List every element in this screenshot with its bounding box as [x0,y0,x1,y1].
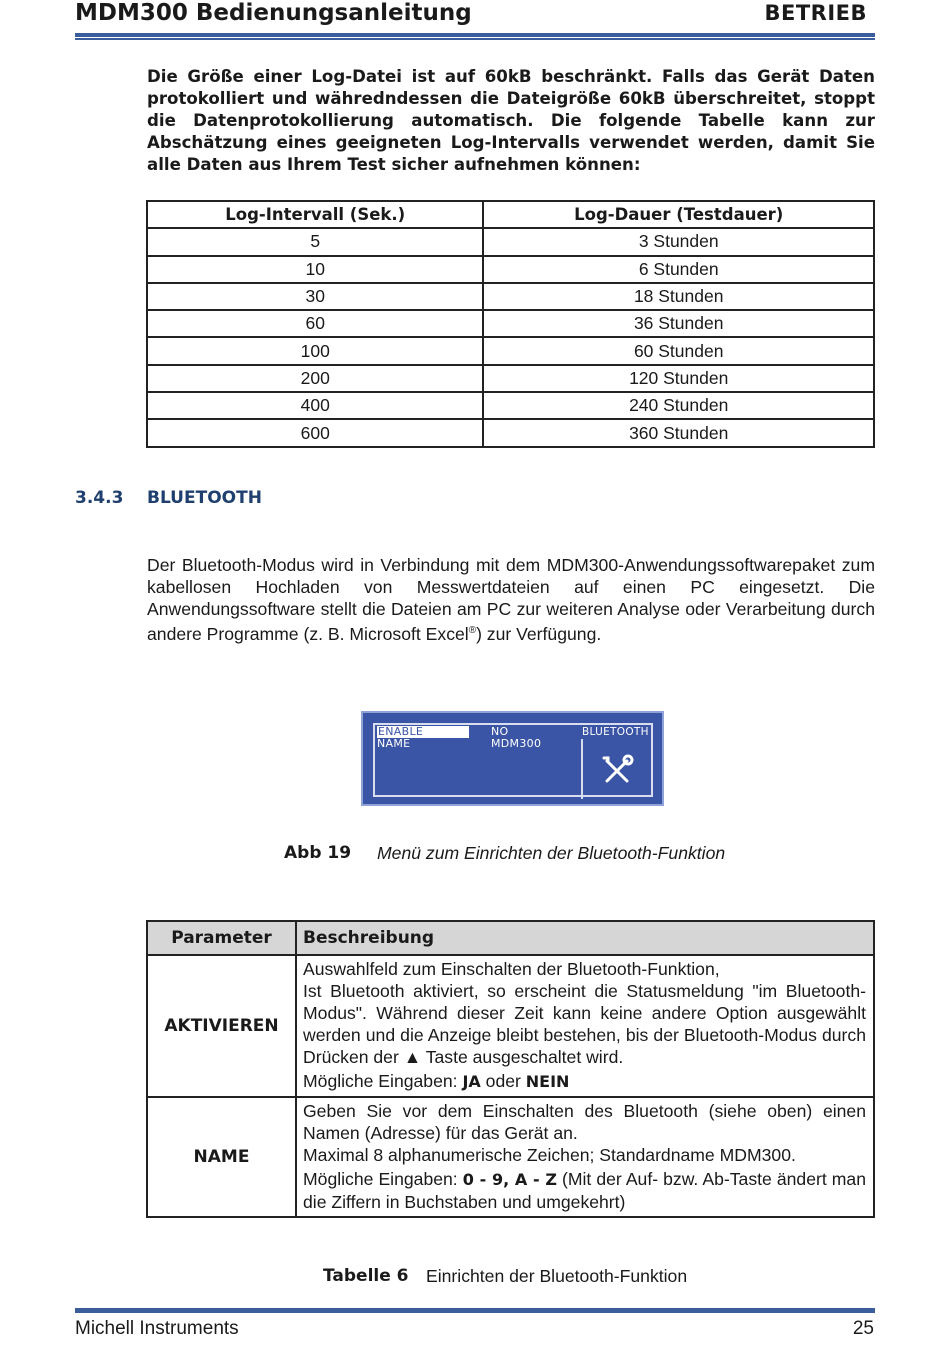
table-row [147,228,874,255]
enable-value: NO [491,725,509,738]
footer-rule [75,1308,875,1313]
parameter-description [296,955,874,1097]
input-yes: JA [462,1072,481,1091]
table-row [147,256,874,283]
screen-frame [373,723,653,797]
interval-cell: 400 [147,392,483,419]
table-row [147,955,874,1097]
duration-cell: 240 Stunden [483,392,874,419]
bluetooth-text-start: Der Bluetooth-Modus wird in Verbindung mit dem MDM300-Anwendungssoftwarepaket zum kabellosen Hochladen von Messwertdateien auf einen PC eingesetzt. Die Anwendungssoftware stellt die Dateien am PC zur weiteren Analyse oder Verarbeitung durch andere Programme (z. B. Microsoft Excel [147,555,875,644]
duration-cell: 60 Stunden [483,337,874,364]
inputs-prefix: Mögliche Eingaben: [303,1071,463,1091]
header-rule-thin [75,38,875,40]
page-header [75,0,875,40]
duration-cell: 360 Stunden [483,419,874,446]
input-range: 0 - 9, A - Z [462,1170,557,1189]
figure-caption: Menü zum Einrichten der Bluetooth-Funktion [377,843,726,863]
description-line: Maximal 8 alphanumerische Zeichen; Standardname MDM300. [303,1145,796,1165]
possible-inputs [303,1168,866,1213]
interval-cell: 5 [147,228,483,255]
inputs-mid: oder [480,1071,526,1091]
intro-paragraph: Die Größe einer Log-Datei ist auf 60kB beschränkt. Falls das Gerät Daten protokolliert und währedndessen die Dateigröße 60kB überschreitet, stoppt die Datenprotokollierung automatisch. Die folgende Tabelle kann zur Abschätzung eines geeigneten Log-Intervalls verwendet werden, damit Sie alle Daten aus Ihrem Test sicher aufnehmen können: [147,67,875,174]
description-line: Auswahlfeld zum Einschalten der Bluetooth-Funktion, [303,959,720,979]
table-row [147,337,874,364]
interval-cell: 600 [147,419,483,446]
menu-item-name: NAME [377,737,411,750]
table-header-row [147,201,874,228]
inputs-note: (Mit der Auf- bzw. Ab-Taste ändert man die Ziffern in Buchstaben und umgekehrt) [303,1169,866,1212]
table-number: Tabelle 6 [323,1266,409,1286]
duration-cell: 3 Stunden [483,228,874,255]
table-row [147,1097,874,1217]
bluetooth-paragraph [147,554,875,645]
parameter-description [296,1097,874,1217]
table-row [147,392,874,419]
footer-company: Michell Instruments [75,1318,239,1339]
table-row [147,419,874,446]
interval-cell: 100 [147,337,483,364]
registered-mark: ® [468,625,477,636]
duration-cell: 36 Stunden [483,310,874,337]
input-no: NEIN [525,1072,570,1091]
chapter-label: BETRIEB [764,1,867,25]
section-title: BLUETOOTH [147,488,262,508]
screen-divider [581,739,583,799]
interval-cell: 10 [147,256,483,283]
bluetooth-text-end: ) zur Verfügung. [476,623,602,644]
interval-cell: 60 [147,310,483,337]
table-header-row [147,921,874,955]
description-line: Geben Sie vor dem Einschalten des Bluetooth (siehe oben) einen Namen (Adresse) für das Gerät an. [303,1101,866,1143]
table-row [147,310,874,337]
parameter-table [146,920,875,1218]
table-row [147,283,874,310]
parameter-name: AKTIVIEREN [147,955,296,1097]
possible-inputs [303,1070,866,1093]
description-line: Ist Bluetooth aktiviert, so erscheint die Statusmeldung "im Bluetooth-Modus". Während dieser Zeit kann keine andere Option ausgewählt werden und die Anzeige bleibt bestehen, bis der Bluetooth-Modus durch Drücken der ▲ Taste ausgeschaltet wird. [303,981,866,1067]
column-header-duration: Log-Dauer (Testdauer) [483,201,874,228]
table-caption: Einrichten der Bluetooth-Funktion [426,1266,688,1286]
menu-title: BLUETOOTH [582,726,649,738]
log-interval-table [146,200,875,448]
duration-cell: 18 Stunden [483,283,874,310]
figure-number: Abb 19 [284,843,352,863]
device-screen [361,711,664,806]
header-rule [75,33,875,37]
column-header-parameter: Parameter [147,921,296,955]
duration-cell: 120 Stunden [483,365,874,392]
tools-icon [597,751,637,791]
name-value: MDM300 [491,737,542,750]
duration-cell: 6 Stunden [483,256,874,283]
interval-cell: 30 [147,283,483,310]
column-header-description: Beschreibung [296,921,874,955]
document-title: MDM300 Bedienungsanleitung [75,0,472,26]
menu-item-enable: ENABLE [377,726,469,738]
parameter-name: NAME [147,1097,296,1217]
page-number: 25 [852,1318,874,1339]
column-header-interval: Log-Intervall (Sek.) [147,201,483,228]
inputs-prefix: Mögliche Eingaben: [303,1169,463,1189]
interval-cell: 200 [147,365,483,392]
table-row [147,365,874,392]
section-number: 3.4.3 [75,488,124,508]
